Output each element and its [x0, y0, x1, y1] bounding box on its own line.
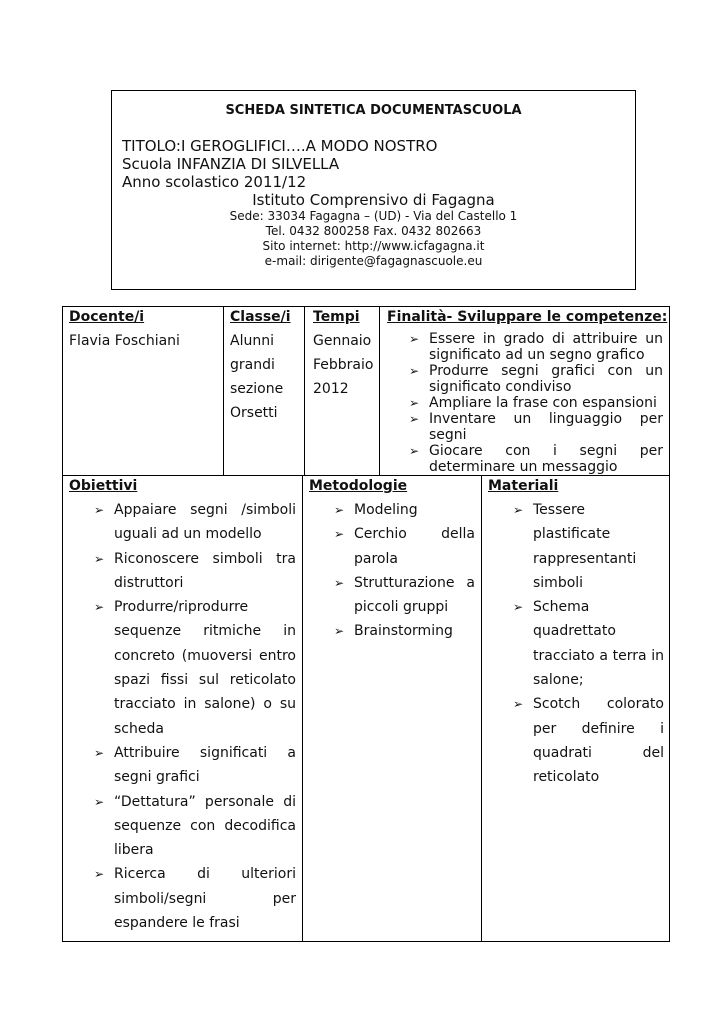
list-item: ➢ Appaiare segni /simboli uguali ad un modello	[88, 498, 296, 547]
tempi-line: Febbraio	[313, 357, 374, 373]
classe-line: Alunni	[230, 333, 274, 349]
arrow-bullet-icon: ➢	[94, 551, 105, 566]
list-item: ➢ Produrre/riprodurre sequenze ritmiche in concreto (muoversi entro spazi fissi sul reticolato tracciato in salone) o su scheda	[88, 595, 296, 741]
info-table	[62, 306, 670, 476]
list-item: ➢ Attribuire significati a segni grafici	[88, 741, 296, 790]
institute-address: Sede: 33034 Fagagna – (UD) - Via del Castello 1	[229, 209, 518, 223]
institute-website: Sito internet: http://www.icfagagna.it	[262, 239, 485, 253]
classe-line: Orsetti	[230, 405, 278, 421]
metodologie-list	[328, 498, 475, 644]
arrow-bullet-icon: ➢	[334, 527, 345, 542]
list-item: ➢ Tessere plastificate rappresentanti simboli	[507, 498, 664, 595]
classe-header: Classe/i	[230, 309, 291, 325]
list-item: ➢ Schema quadrettato tracciato a terra in salone;	[507, 595, 664, 692]
finalita-header: Finalità- Sviluppare le competenze:	[387, 309, 668, 325]
list-item: ➢ Brainstorming	[328, 619, 475, 643]
column-divider	[223, 307, 224, 475]
list-item: ➢ Riconoscere simboli tra distruttori	[88, 547, 296, 596]
arrow-bullet-icon: ➢	[334, 624, 345, 639]
arrow-bullet-icon: ➢	[94, 794, 105, 809]
finalita-list	[393, 331, 663, 475]
institute-phone: Tel. 0432 800258 Fax. 0432 802663	[265, 224, 482, 238]
document-title: TITOLO:I GEROGLIFICI….A MODO NOSTRO	[122, 137, 438, 155]
metodologie-header: Metodologie	[309, 478, 408, 494]
classe-value	[230, 329, 283, 425]
obiettivi-header: Obiettivi	[69, 478, 138, 494]
arrow-bullet-icon: ➢	[94, 745, 105, 760]
column-divider	[379, 307, 380, 475]
arrow-bullet-icon: ➢	[409, 412, 420, 426]
arrow-bullet-icon: ➢	[94, 503, 105, 517]
classe-line: grandi	[230, 357, 275, 373]
tempi-line: 2012	[313, 381, 349, 397]
list-item: ➢ Modeling	[328, 498, 475, 522]
institute-name: Istituto Comprensivo di Fagagna	[252, 191, 495, 209]
school-name: Scuola INFANZIA DI SILVELLA	[122, 155, 340, 173]
list-item: ➢ Cerchio della parola	[328, 522, 475, 571]
list-item: ➢ Inventare un linguaggio per segni	[409, 411, 663, 443]
classe-line: sezione	[230, 381, 284, 397]
list-item: ➢ Giocare con i segni per determinare un messaggio	[409, 443, 663, 475]
docente-header: Docente/i	[69, 309, 145, 325]
arrow-bullet-icon: ➢	[94, 600, 105, 615]
arrow-bullet-icon: ➢	[409, 396, 420, 410]
list-item: ➢ Scotch colorato per definire i quadrati del reticolato	[507, 692, 664, 789]
tempi-header: Tempi	[313, 309, 360, 325]
docente-name: Flavia Foschiani	[69, 333, 180, 349]
arrow-bullet-icon: ➢	[513, 697, 524, 712]
document-heading: SCHEDA SINTETICA DOCUMENTASCUOLA	[225, 103, 522, 118]
list-item: ➢ “Dettatura” personale di sequenze con decodifica libera	[88, 790, 296, 863]
column-divider	[304, 307, 305, 475]
document-header-box	[111, 90, 636, 290]
list-item: ➢ Ricerca di ulteriori simboli/segni per espandere le frasi	[88, 862, 296, 935]
arrow-bullet-icon: ➢	[334, 575, 345, 590]
list-item: ➢ Essere in grado di attribuire un significato ad un segno grafico	[409, 331, 663, 363]
column-divider	[481, 476, 482, 941]
tempi-line: Gennaio	[313, 333, 372, 349]
list-item: ➢ Ampliare la frase con espansioni	[409, 395, 657, 411]
arrow-bullet-icon: ➢	[513, 503, 524, 517]
plan-table	[62, 476, 670, 942]
arrow-bullet-icon: ➢	[409, 364, 420, 378]
list-item: ➢ Produrre segni grafici con un significato condiviso	[409, 363, 663, 395]
arrow-bullet-icon: ➢	[334, 503, 345, 517]
materiali-header: Materiali	[488, 478, 559, 494]
list-item: ➢ Strutturazione a piccoli gruppi	[328, 571, 475, 620]
column-divider	[302, 476, 303, 941]
arrow-bullet-icon: ➢	[513, 600, 524, 615]
arrow-bullet-icon: ➢	[409, 332, 420, 346]
tempi-value	[313, 329, 373, 401]
institute-email: e-mail: dirigente@fagagnascuole.eu	[264, 254, 483, 268]
obiettivi-list	[88, 498, 296, 935]
school-year: Anno scolastico 2011/12	[122, 173, 307, 191]
arrow-bullet-icon: ➢	[409, 444, 420, 458]
materiali-list	[507, 498, 664, 790]
arrow-bullet-icon: ➢	[94, 867, 105, 882]
